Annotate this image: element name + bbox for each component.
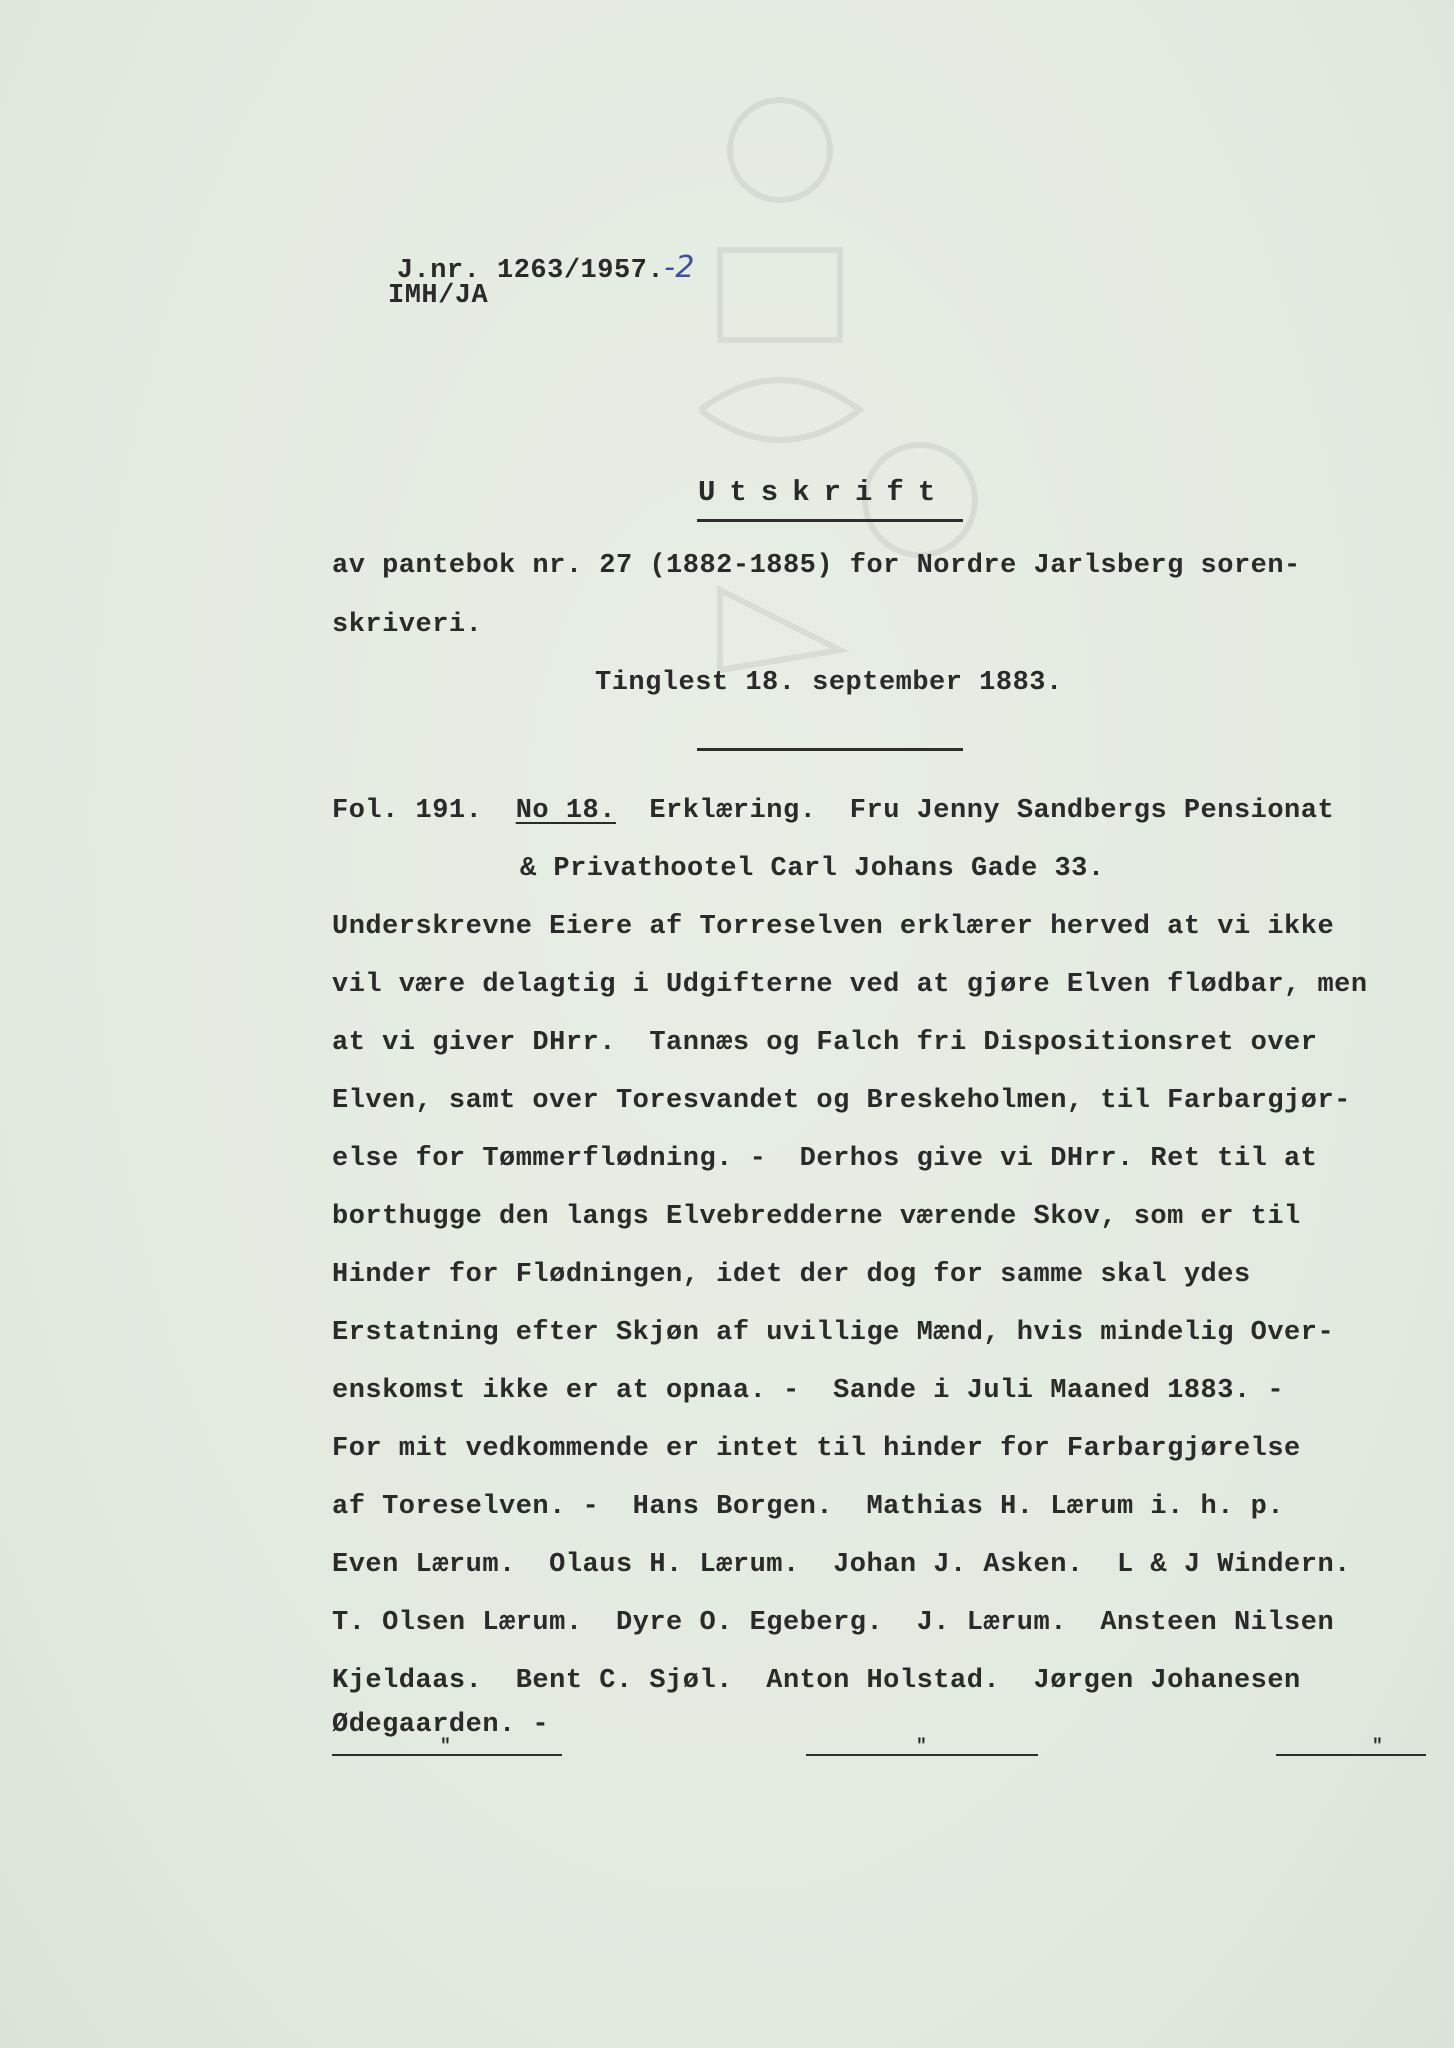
body-line: at vi giver DHrr. Tannæs og Falch fri Dispositionsret over (332, 1028, 1318, 1058)
journal-number: J.nr. 1263/1957. (396, 256, 665, 286)
body-line: Ødegaarden. - (332, 1710, 550, 1740)
body-line: borthugge den langs Elvebredderne værende Skov, som er til (332, 1202, 1301, 1232)
entry-heading-text: Erklæring. Fru Jenny Sandbergs Pensionat (649, 796, 1335, 826)
body-line: else for Tømmerflødning. - Derhos give vi DHrr. Ret til at (332, 1144, 1318, 1174)
entry-number: No 18. (515, 796, 616, 826)
tinglest-date: Tinglest 18. september 1883. (595, 668, 1063, 698)
folio-number: Fol. 191. (332, 796, 483, 826)
title-underline (697, 519, 963, 522)
section-divider (697, 748, 963, 751)
body-line: For mit vedkommende er intet til hinder for Farbargjørelse (332, 1434, 1301, 1464)
ditto-mark-right: " (1372, 1737, 1383, 1757)
handwritten-annotation: -2 (664, 250, 695, 285)
ditto-mark-middle: " (916, 1737, 927, 1757)
body-line: Erstatning efter Skjøn af uvillige Mænd, hvis mindelig Over- (332, 1318, 1335, 1348)
subtitle-line-1: av pantebok nr. 27 (1882-1885) for Nordre Jarlsberg soren- (332, 551, 1301, 581)
body-line: af Toreselven. - Hans Borgen. Mathias H. Lærum i. h. p. (332, 1492, 1285, 1522)
body-line: Underskrevne Eiere af Torreselven erklærer herved at vi ikke (332, 912, 1335, 942)
body-line: T. Olsen Lærum. Dyre O. Egeberg. J. Lærum. Ansteen Nilsen (332, 1608, 1335, 1638)
closing-rule-right (1276, 1754, 1426, 1756)
ditto-mark-left: " (440, 1737, 451, 1757)
body-line: Even Lærum. Olaus H. Lærum. Johan J. Asken. L & J Windern. (332, 1550, 1351, 1580)
subtitle-line-2: skriveri. (332, 610, 483, 640)
body-line: Kjeldaas. Bent C. Sjøl. Anton Holstad. Jørgen Johanesen (332, 1666, 1301, 1696)
body-line: Elven, samt over Toresvandet og Breskeholmen, til Farbargjør- (332, 1086, 1351, 1116)
body-line: enskomst ikke er at opnaa. - Sande i Juli Maaned 1883. - (332, 1376, 1285, 1406)
document-title: Utskrift (698, 476, 950, 509)
entry-heading (332, 795, 1334, 827)
body-line: vil være delagtig i Udgifterne ved at gjøre Elven flødbar, men (332, 970, 1368, 1000)
body-line: Hinder for Flødningen, idet der dog for samme skal ydes (332, 1260, 1251, 1290)
journal-number-line (330, 220, 695, 319)
initials: IMH/JA (388, 281, 489, 311)
watermark-stamp (660, 70, 1040, 690)
entry-heading-line-2: & Privathootel Carl Johans Gade 33. (520, 854, 1105, 884)
